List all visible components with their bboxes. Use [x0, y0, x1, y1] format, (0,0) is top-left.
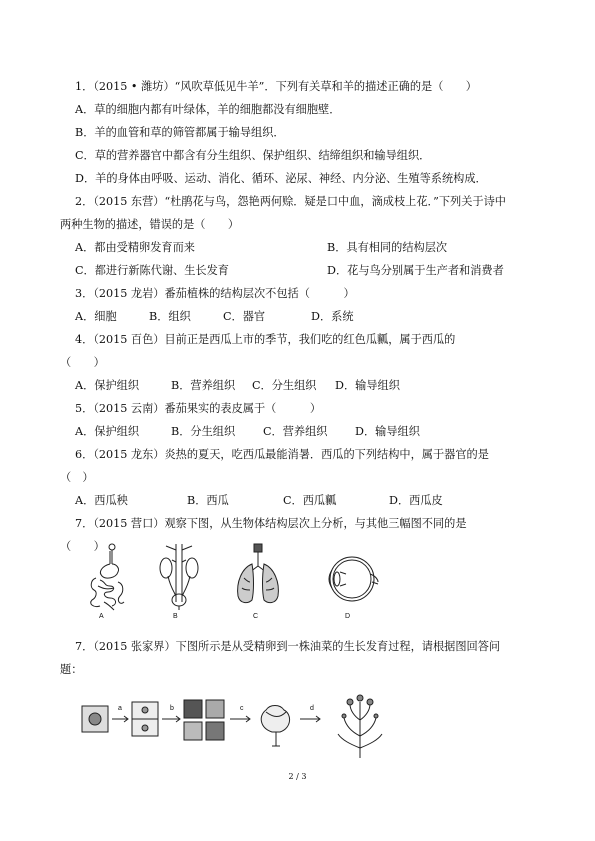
q6-stem-line1: 6．（2015 龙东）炎热的夏天，吃西瓜最能消暑．西瓜的下列结构中，属于器官的是 — [75, 448, 489, 461]
arrow-label-d: d — [310, 705, 314, 712]
lungs-figure — [234, 542, 286, 612]
q1-option-d: D．羊的身体由呼吸、运动、消化、循环、泌尿、神经、内分泌、生殖等系统构成． — [75, 172, 487, 185]
q6-option-c: C．西瓜瓤 — [283, 494, 337, 507]
q4-option-a: A．保护组织 — [75, 379, 140, 392]
q6-option-a: A．西瓜秧 — [75, 494, 128, 507]
q7-stem-line1: 7．（2015 营口）观察下图，从生物体结构层次上分析，与其他三幅图不同的是 — [75, 517, 467, 530]
figure-label-d: D — [345, 613, 351, 620]
q2-stem-line2: 两种生物的描述，错误的是（ ） — [60, 218, 240, 231]
q4-option-d: D．输导组织 — [335, 379, 400, 392]
q6-option-d: D．西瓜皮 — [389, 494, 443, 507]
arrow-label-b: b — [170, 705, 174, 712]
rapeseed-development-figure — [80, 688, 410, 760]
q2-option-c: C．都进行新陈代谢、生长发育 — [75, 264, 229, 277]
q2-option-b: B．具有相同的结构层次 — [327, 241, 448, 254]
page-number: 2 / 3 — [288, 772, 307, 781]
q2-stem-line1: 2．（2015 东营）“杜鹃花与鸟，怨艳两何赊．疑是口中血，滴成枝上花．”下列关于诗中 — [75, 195, 506, 208]
q2-option-a: A．都由受精卵发育而来 — [75, 241, 195, 254]
q5-stem: 5．（2015 云南）番茄果实的表皮属于（ ） — [75, 402, 322, 415]
q7-stem-line2: （ ） — [60, 540, 105, 553]
q4-stem-line1: 4．（2015 百色）目前正是西瓜上市的季节，我们吃的红色瓜瓤，属于西瓜的 — [75, 333, 456, 346]
q3-stem: 3．（2015 龙岩）番茄植株的结构层次不包括（ ） — [75, 287, 355, 300]
q4-option-c: C．分生组织 — [252, 379, 317, 392]
q3-option-a: A．细胞 — [75, 310, 117, 323]
arrow-label-c: c — [240, 705, 244, 712]
q8-stem-line2: 题： — [60, 663, 83, 676]
q6-stem-line2: （ ） — [60, 471, 94, 484]
q4-stem-line2: （ ） — [60, 356, 105, 369]
q5-option-c: C．营养组织 — [263, 425, 328, 438]
q2-option-d: D．花与鸟分别属于生产者和消费者 — [327, 264, 504, 277]
figure-label-b: B — [173, 613, 178, 620]
q6-option-b: B．西瓜 — [187, 494, 229, 507]
q5-option-d: D．输导组织 — [355, 425, 420, 438]
q4-option-b: B．营养组织 — [171, 379, 236, 392]
q1-option-c: C．草的营养器官中都含有分生组织、保护组织、结缔组织和输导组织． — [75, 149, 431, 162]
eye-figure — [326, 552, 380, 606]
q3-option-d: D．系统 — [311, 310, 354, 323]
q1-option-b: B．羊的血管和草的筛管都属于输导组织． — [75, 126, 285, 139]
q1-stem: 1．（2015 • 潍坊）“风吹草低见牛羊”．下列有关草和羊的描述正确的是（ ） — [75, 80, 477, 93]
q3-option-b: B．组织 — [149, 310, 191, 323]
arrow-label-a: a — [118, 705, 122, 712]
q5-option-a: A．保护组织 — [75, 425, 140, 438]
figure-label-c: C — [253, 613, 259, 620]
figure-label-a: A — [99, 613, 104, 620]
q3-option-c: C．器官 — [223, 310, 266, 323]
urinary-system-figure — [156, 542, 202, 612]
digestive-system-figure — [84, 542, 134, 612]
q1-option-a: A．草的细胞内都有叶绿体，羊的细胞都没有细胞壁． — [75, 103, 341, 116]
q8-stem-line1: 7．（2015 张家界）下图所示是从受精卵到一株油菜的生长发育过程，请根据图回答问 — [75, 640, 501, 653]
q5-option-b: B．分生组织 — [171, 425, 236, 438]
